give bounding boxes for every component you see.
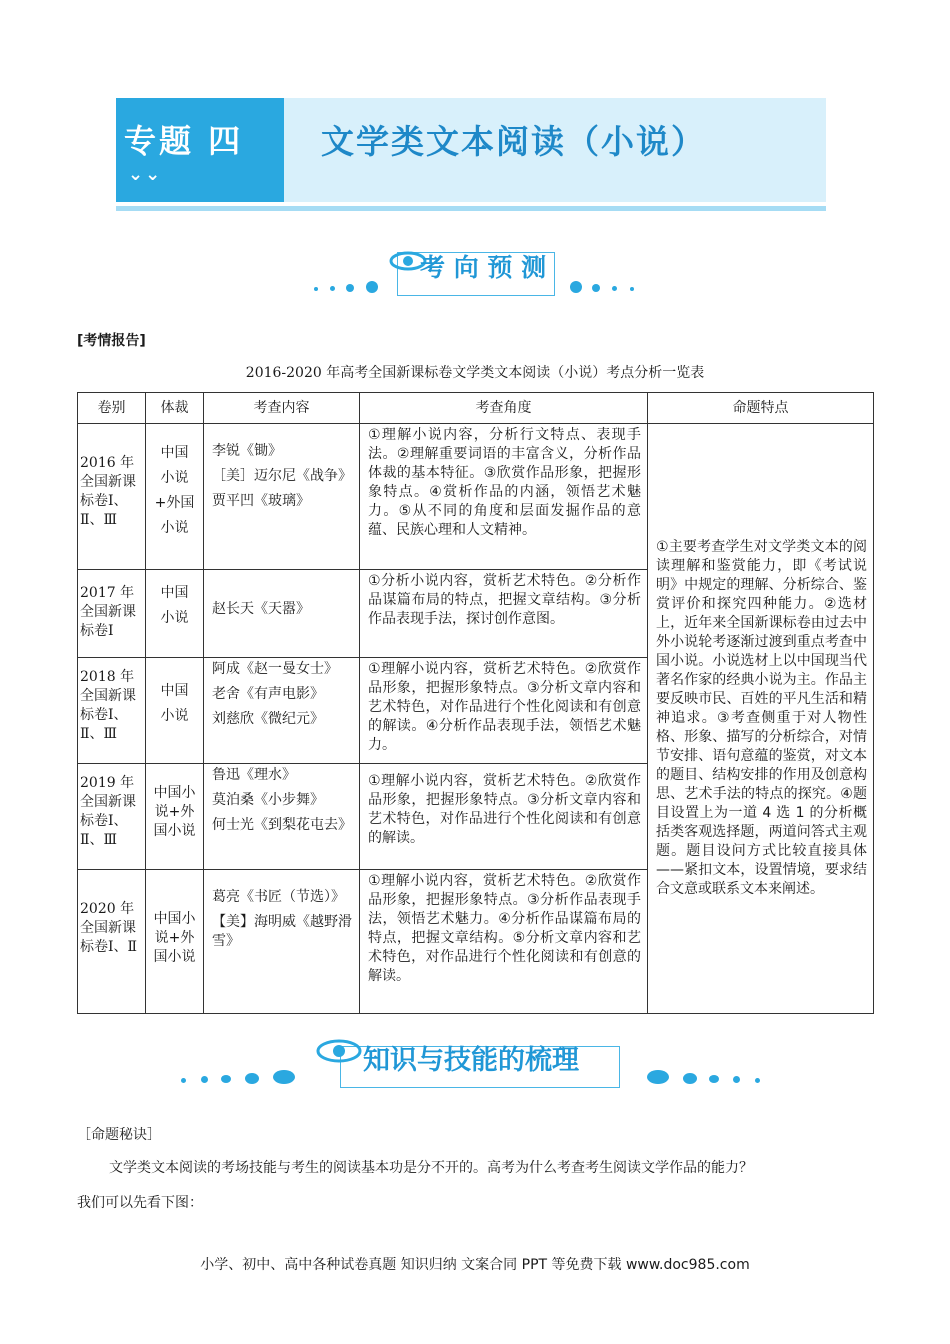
column-header: 考查内容	[204, 393, 360, 424]
work-title: 老舍《有声电影》	[212, 686, 324, 702]
volume-cell: 2018 年全国新课标卷Ⅰ、Ⅱ、Ⅲ	[78, 658, 146, 764]
work-title: 【美】海明威《越野滑雪》	[212, 914, 352, 949]
decor-dot	[330, 286, 335, 291]
banner-topic-block	[116, 98, 284, 202]
work-title: 李锐《锄》	[212, 443, 282, 459]
chevron-down-icon: ⌄⌄	[128, 164, 163, 185]
genre-cell	[146, 658, 204, 764]
section-title: 考 向 预 测	[420, 253, 547, 282]
angle-cell: ①分析小说内容，赏析艺术特色。②分析作品谋篇布局的特点，把握文章结构。③分析作品表现手法，探讨创作意图。	[360, 570, 648, 658]
banner-underline	[116, 206, 826, 211]
decor-dot	[273, 1070, 295, 1084]
body-paragraph: 我们可以先看下图：	[77, 1195, 203, 1211]
genre-cell	[146, 764, 204, 870]
table-row	[78, 424, 874, 570]
work-title: 葛亮《书匠（节选）》	[212, 889, 345, 905]
exam-analysis-table	[77, 392, 874, 1014]
column-header: 命题特点	[648, 393, 874, 424]
decor-dot	[683, 1073, 697, 1084]
decor-dot	[314, 287, 318, 291]
genre-line: 小说	[160, 470, 189, 486]
decor-dot	[612, 286, 617, 291]
genre-line: 中国小说+外国小说	[153, 911, 196, 965]
decor-dot	[755, 1078, 760, 1083]
content-cell	[204, 764, 360, 870]
work-title: 莫泊桑《小步舞》	[212, 792, 324, 808]
genre-line: 中国小说+外国小说	[153, 785, 196, 839]
decor-dot	[733, 1076, 740, 1083]
decor-dot	[570, 281, 582, 293]
work-title: 赵长天《天嚣》	[212, 601, 310, 617]
volume-cell: 2019 年全国新课标卷Ⅰ、Ⅱ、Ⅲ	[78, 764, 146, 870]
section-header-forecast	[300, 240, 660, 300]
table-header-row	[78, 393, 874, 424]
decor-dot	[221, 1075, 231, 1083]
angle-cell: ①理解小说内容，赏析艺术特色。②欣赏作品形象，把握形象特点。③分析作品表现手法，领悟艺术魅力。④分析作品谋篇布局的特点，把握文章结构。⑤分析文章内容和艺术特色，对作品进行个性化阅读和有创意的解读。	[360, 870, 648, 1014]
genre-line: 中国	[160, 585, 189, 601]
decor-dot	[592, 284, 600, 292]
eye-icon	[315, 1038, 363, 1064]
footer-text: 小学、初中、高中各种试卷真题 知识归纳 文案合同 PPT 等免费下载 www.doc985.com	[200, 1257, 750, 1273]
decor-dot	[245, 1073, 259, 1084]
volume-cell: 2020 年全国新课标卷Ⅰ、Ⅱ	[78, 870, 146, 1014]
content-cell	[204, 424, 360, 570]
work-title: 贾平凹《玻璃》	[212, 493, 310, 509]
genre-line: 小说	[160, 610, 189, 626]
column-header: 卷别	[78, 393, 146, 424]
report-label: [考情报告]	[77, 333, 146, 349]
table-caption: 2016-2020 年高考全国新课标卷文学类文本阅读（小说）考点分析一览表	[245, 365, 705, 381]
genre-cell	[146, 424, 204, 570]
content-cell	[204, 870, 360, 1014]
section-title: 知识与技能的梳理	[363, 1045, 579, 1076]
body-paragraph: 文学类文本阅读的考场技能与考生的阅读基本功是分不开的。高考为什么考查考生阅读文学作品的能力？	[109, 1160, 753, 1176]
angle-cell: ①理解小说内容，赏析艺术特色。②欣赏作品形象，把握形象特点。③分析文章内容和艺术特色，对作品进行个性化阅读和有创意的解读。④分析作品表现手法，领悟艺术魅力。	[360, 658, 648, 764]
chapter-banner	[116, 98, 826, 202]
volume-cell: 2016 年全国新课标卷Ⅰ、Ⅱ、Ⅲ	[78, 424, 146, 570]
content-cell	[204, 658, 360, 764]
angle-cell: ①理解小说内容，分析行文特点、表现手法。②理解重要词语的丰富含义，分析作品体裁的基本特征。③欣赏作品形象，把握形象特点。④赏析作品的内涵，领悟艺术魅力。⑤从不同的角度和层面发掘作品的意蕴、民族心理和人文精神。	[360, 424, 648, 570]
genre-line: 小说	[160, 520, 189, 536]
decor-dot	[366, 281, 378, 293]
work-title: 阿成《赵一曼女士》	[212, 661, 338, 677]
decor-dot	[709, 1075, 719, 1083]
work-title: 鲁迅《理水》	[212, 767, 296, 783]
genre-line: 中国	[160, 683, 189, 699]
decor-dot	[346, 284, 354, 292]
tips-label: ［命题秘诀］	[77, 1127, 161, 1143]
work-title: 刘慈欣《微纪元》	[212, 711, 324, 727]
work-title: ［美］迈尔尼《战争》	[212, 468, 352, 484]
column-header: 体裁	[146, 393, 204, 424]
topic-number: 专题 四	[124, 122, 244, 160]
genre-line: +外国	[154, 495, 195, 511]
genre-line: 小说	[160, 708, 189, 724]
content-cell	[204, 570, 360, 658]
genre-cell	[146, 570, 204, 658]
banner-title-block	[284, 98, 826, 202]
genre-cell	[146, 870, 204, 1014]
decor-dot	[181, 1078, 186, 1083]
feature-cell: ①主要考查学生对文学类文本的阅读理解和鉴赏能力，即《考试说明》中规定的理解、分析综合、鉴赏评价和探究四种能力。②选材上，近年来全国新课标卷由过去中外小说轮考逐渐过渡到重点考查中国小说。小说选材上以中国现当代著名作家的经典小说为主。作品主要反映市民、百姓的平凡生活和精神追求。③考查侧重于对人物性格、形象、描写的分析综合，对情节安排、语句意蕴的鉴赏，对文本的题目、结构安排的作用及创意构思、艺术手法的特点的探究。④题目设置上为一道 4 选 1 的分析概括类客观选择题，两道问答式主观题。题目设问方式比较直接具体——紧扣文本，设置情境，要求结合文意或联系文本来阐述。	[648, 424, 874, 1014]
angle-cell: ①理解小说内容，赏析艺术特色。②欣赏作品形象，把握形象特点。③分析文章内容和艺术特色，对作品进行个性化阅读和有创意的解读。	[360, 764, 648, 870]
column-header: 考查角度	[360, 393, 648, 424]
volume-cell: 2017 年全国新课标卷Ⅰ	[78, 570, 146, 658]
decor-dot	[630, 287, 634, 291]
genre-line: 中国	[160, 445, 189, 461]
decor-dot	[201, 1076, 208, 1083]
decor-dot	[647, 1070, 669, 1084]
section-header-knowledge	[175, 1030, 775, 1092]
chapter-title: 文学类文本阅读（小说）	[321, 122, 706, 161]
work-title: 何士光《到梨花屯去》	[212, 817, 352, 833]
